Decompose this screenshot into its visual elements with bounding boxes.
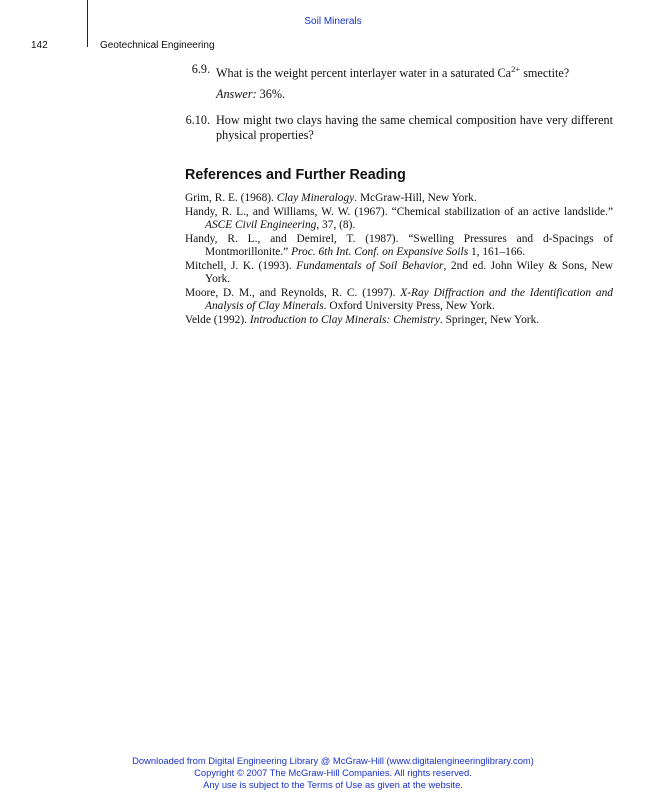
question-text-main: What is the weight percent interlayer water in a saturated Ca [216,66,512,81]
reference-authors: Velde (1992). [185,313,250,326]
question-text: How might two clays having the same chemical composition have very different physical properties? [216,113,613,143]
answer-6-9 [216,87,613,102]
reference-publisher: . Oxford University Press, New York. [323,300,495,313]
footer-terms-of-use[interactable]: Any use is subject to the Terms of Use as given at the website. [203,779,463,790]
question-number: 6.9. [191,62,210,76]
reference-publisher: . Springer, New York. [439,313,540,326]
running-title: Soil Minerals [304,16,362,27]
question-text [216,62,613,81]
answer-label: Answer: [216,87,257,102]
footer-copyright: Copyright © 2007 The McGraw-Hill Companies. All rights reserved. [194,767,472,778]
reference-item [185,260,613,287]
reference-title: Fundamentals of Soil Behavior [296,259,444,272]
reference-title: X-Ray Diffraction and the Identification and Analysis of Clay Minerals [205,286,614,313]
question-6-10 [177,113,613,143]
book-title: Geotechnical Engineering [100,40,215,51]
charge-superscript: 2+ [511,64,521,74]
reference-item [185,206,613,233]
footer-download-link[interactable]: Downloaded from Digital Engineering Library @ McGraw-Hill (www.digitalengineeringlibrary.com) [132,755,534,766]
page-number: 142 [31,40,48,51]
reference-publisher: 1, 161–166. [468,246,526,259]
question-text-end: smectite? [520,66,570,81]
reference-title: Clay Mineralogy [276,192,355,205]
question-6-9 [185,62,613,81]
reference-authors: Mitchell, J. K. (1993). [185,259,297,272]
reference-item [185,314,613,328]
reference-authors: Handy, R. L., and Williams, W. W. (1967). “Chemical stabilization of an active landslide.” [185,205,613,218]
reference-authors: Grim, R. E. (1968). [185,192,277,205]
reference-item [185,233,613,260]
reference-title: Introduction to Clay Minerals: Chemistry [249,313,440,326]
reference-authors: Handy, R. L., and Demirel, T. (1987). “Swelling Pressures and d-Spacings of Montmorillonite.” [185,232,613,259]
references-heading: References and Further Reading [185,167,406,184]
references-list [185,192,613,327]
reference-publisher: . McGraw-Hill, New York. [354,192,477,205]
question-number: 6.10. [185,113,210,128]
reference-item [185,287,613,314]
page-body [185,62,613,327]
answer-value: 36%. [256,87,286,102]
reference-title: Proc. 6th Int. Conf. on Expansive Soils [291,246,469,259]
reference-publisher: , 37, (8). [316,219,356,232]
reference-authors: Moore, D. M., and Reynolds, R. C. (1997). [185,286,401,299]
reference-title: ASCE Civil Engineering [205,219,317,232]
reference-publisher: , 2nd ed. John Wiley & Sons, New York. [205,259,613,286]
reference-item [185,192,613,206]
